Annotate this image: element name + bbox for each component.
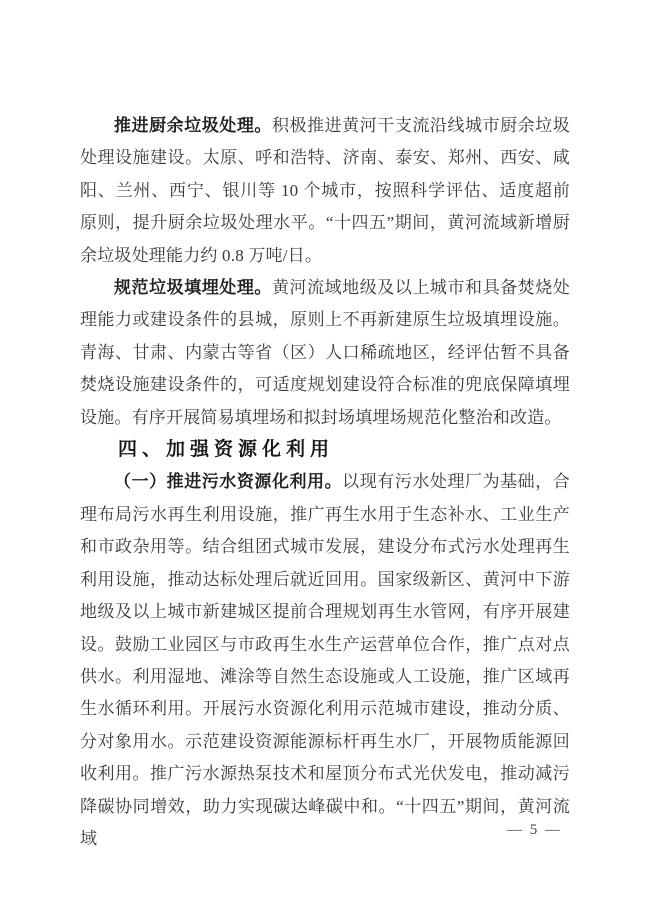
paragraph-wastewater-reuse [80,466,570,855]
paragraph-food-waste [80,110,570,272]
section-heading-resource-utilization: 四、加强资源化利用 [118,439,335,461]
paragraph-text: 积极推进黄河干支流沿线城市厨余垃圾处理设施建设。太原、呼和浩特、济南、泰安、郑州、西安、咸阳、兰州、西宁、银川等 10 个城市，按照科学评估、适度超前原则，提升厨余垃圾处理水平。“十四五”期间，黄河流域新增厨余垃圾处理能力约 0.8 万吨/日。 [80,116,570,265]
paragraph-lead: 规范垃圾填埋处理。 [114,278,272,298]
paragraph-lead: 推进厨余垃圾处理。 [114,116,272,135]
document-body [80,110,570,855]
paragraph-text: 以现有污水处理厂为基础，合理布局污水再生利用设施，推广再生水用于生态补水、工业生产和市政杂用等。结合组团式城市发展，建设分布式污水处理再生利用设施，推动达标处理后就近回用。国家级新区、黄河中下游地级及以上城市新建城区提前合理规划再生水管网，有序开展建设。鼓励工业园区与市政再生水生产运营单位合作，推广点对点供水。利用湿地、滩涂等自然生态设施或人工设施，推广区域再生水循环利用。开展污水资源化利用示范城市建设，推动分质、分对象用水。示范建设资源能源标杆再生水厂，开展物质能源回收利用。推广污水源热泵技术和屋顶分布式光伏发电，推动减污降碳协同增效，助力实现碳达峰碳中和。“十四五”期间，黄河流域 [80,472,570,848]
paragraph-landfill [80,272,570,434]
paragraph-text: 黄河流域地级及以上城市和具备焚烧处理能力或建设条件的县城，原则上不再新建原生垃圾填埋设施。青海、甘肃、内蒙古等省（区）人口稀疏地区，经评估暂不具备焚烧设施建设条件的，可适度规划建设符合标准的兜底保障填埋设施。有序开展简易填埋场和拟封场填埋场规范化整治和改造。 [80,278,570,427]
paragraph-lead: （一）推进污水资源化利用。 [114,472,343,492]
page-number: — 5 — [507,822,562,838]
